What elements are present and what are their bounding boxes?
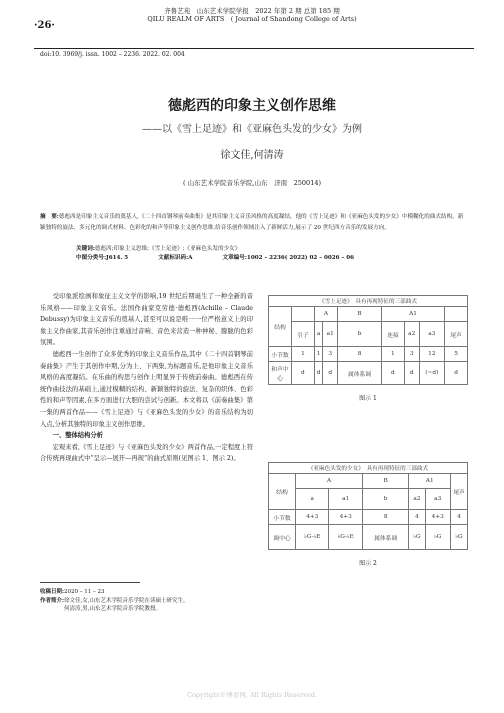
figure-2-bars: 4 xyxy=(451,510,468,525)
keywords-text: 德彪西;印象主义思维;《雪上足迹》;《亚麻色头发的少女》 xyxy=(94,246,241,252)
received-date: 2020 – 11 – 23 xyxy=(64,589,105,595)
figure-1-bars-label: 小节数 xyxy=(269,347,292,362)
author-bio: 徐文佳,女,山东艺术学院音乐学院在读硕士研究生。 xyxy=(64,597,189,604)
figure-1-bars: 8 xyxy=(338,347,382,362)
figure-1-sub: a3 xyxy=(419,322,445,347)
keywords xyxy=(76,244,466,252)
figure-1 xyxy=(268,295,468,402)
figure-1-harmony-label: 和声中心 xyxy=(269,362,292,385)
figure-2-coda: 尾声 xyxy=(451,474,468,510)
figure-1-sub: b xyxy=(338,322,382,347)
figure-2-structure-label: 结构 xyxy=(269,474,296,510)
figure-2-harmony: 属体系调 xyxy=(362,525,409,550)
figure-2 xyxy=(268,462,468,567)
figure-2-bars: 4 xyxy=(409,510,425,525)
figure-2-sub: a2 xyxy=(409,489,425,510)
figure-1-section-A: A xyxy=(314,307,337,322)
figure-1-harmony: 属体系调 xyxy=(338,362,382,385)
page-number: ·26· xyxy=(34,20,55,31)
clc: 中图分类号:J614. 5 xyxy=(76,255,129,261)
figure-2-bars: 8 xyxy=(362,510,409,525)
article-subtitle: ——以《雪上足迹》和《亚麻色头发的少女》为例 xyxy=(142,124,362,135)
figure-2-harmony: ♭G-♭E xyxy=(296,525,329,550)
article-id: 文章编号:1002 – 2236( 2022) 02 – 0026 – 06 xyxy=(222,255,355,261)
section-heading: 一、整体结构分析 xyxy=(52,432,103,440)
figure-1-sub: 引子 xyxy=(292,322,315,347)
figure-1-section-A1: A1 xyxy=(381,307,444,322)
figure-2-bars: 4+3 xyxy=(296,510,329,525)
received-label: 收稿日期: xyxy=(40,589,65,595)
figure-2-table xyxy=(268,462,468,550)
figure-1-harmony: d xyxy=(292,362,315,385)
author-bio: 何清涛,男,山东艺术学院音乐学院教授。 xyxy=(64,606,161,613)
journal-header-en: QILU REALM OF ARTS ( Journal of Shandong College of Arts) xyxy=(147,15,357,23)
figure-2-harmony: ♭G-♭E xyxy=(329,525,362,550)
body-paragraph: 德彪西一生创作了众多优秀的印象主义音乐作品,其中《二十四首钢琴前奏曲集》产生于其创作中期,分为上、下两集,为标题音乐,是他印象主义音乐风格的高度凝结。在乐曲的构思与创作上明显异于传统前奏曲。德彪西在传统作曲技法的基础上,通过模糊的结构、新颖独特的旋法、复杂的织体、色彩性的和声等因素,在多方面进行大胆的尝试与创新。本文将以《前奏曲集》第一集的两首作品——《雪上足迹》与《亚麻色头发的少女》的音乐结构为切入点,分析其独特的印象主义创作思维。 xyxy=(40,350,253,428)
figure-1-harmony: (~d) xyxy=(419,362,445,385)
figure-2-bars: 4+3 xyxy=(329,510,362,525)
figure-1-table xyxy=(268,295,468,385)
classification-line xyxy=(76,253,466,261)
figure-2-sub: a3 xyxy=(425,489,450,510)
figure-2-harmony: ♭G xyxy=(451,525,468,550)
article-affiliation: ( 山东艺术学院音乐学院,山东 济南 250014) xyxy=(182,179,322,187)
article-authors: 徐文佳,何清涛 xyxy=(220,150,284,161)
figure-1-harmony: d xyxy=(445,362,468,385)
figure-1-bars: 12 xyxy=(419,347,445,362)
figure-2-sub: a1 xyxy=(329,489,362,510)
figure-2-sub: a xyxy=(296,489,329,510)
figure-1-sub: 连接 xyxy=(381,322,404,347)
figure-2-harmony-label: 调中心 xyxy=(269,525,296,550)
keywords-label: 关键词: xyxy=(76,246,95,252)
figure-2-section-A1: A1 xyxy=(409,474,451,489)
doi: doi:10. 3969/j. issn. 1002 – 2236. 2022. 02. 004 xyxy=(40,51,185,58)
figure-1-harmony: d xyxy=(381,362,404,385)
abstract xyxy=(40,212,464,233)
figure-2-section-B: B xyxy=(362,474,409,489)
article-title: 德彪西的印象主义创作思维 xyxy=(168,98,336,114)
figure-1-bars: 1 xyxy=(314,347,323,362)
figure-2-bars: 4+3 xyxy=(425,510,450,525)
abstract-label: 摘 要: xyxy=(40,214,59,220)
figure-1-harmony: d xyxy=(404,362,419,385)
figure-1-structure-label: 结构 xyxy=(269,307,292,347)
figure-2-section-A: A xyxy=(296,474,363,489)
bio-label: 作者简介: xyxy=(40,597,65,604)
figure-2-harmony: ♭G xyxy=(425,525,450,550)
footnote-divider xyxy=(40,582,140,583)
body-paragraph: 受印象派绘画和象征主义文学的影响,19 世纪后期诞生了一种全新的音乐风格——印象主义音乐。法国作曲家克劳德·德彪西(Achille – Claude Debussy)为印象主义音乐的奠基人,甚至可以说是唯一一位严格意义上的印象主义作曲家,其音乐创作注重通过音响、音色来营造一种神秘、朦胧的色彩氛围。 xyxy=(40,293,253,347)
journal-header-cn: 齐鲁艺苑 山东艺术学院学报 2022 年第 2 期 总第 185 期 xyxy=(164,7,340,15)
figure-1-harmony: d xyxy=(323,362,338,385)
figure-1-sub: a xyxy=(314,322,323,347)
body-left-column xyxy=(40,291,253,465)
figure-1-bars: 1 xyxy=(381,347,404,362)
figure-1-harmony: d xyxy=(314,362,323,385)
figure-1-title: 《雪上足迹》 具有再现特征的三部曲式 xyxy=(269,296,468,307)
copyright-watermark: Copyright©博看网. All Rights Reserved. xyxy=(186,691,318,699)
figure-1-sub: a1 xyxy=(323,322,338,347)
figure-2-sub: b xyxy=(362,489,409,510)
figure-1-bars: 1 xyxy=(292,347,315,362)
abstract-text: 德彪西是印象主义音乐的奠基人,《二十四首钢琴前奏曲集》是其印象主义音乐风格的高度凝结。他的《雪上足迹》和《亚麻色头发的少女》中模糊化的曲式结构、新颖独特的旋法、多元化的调式材料、色彩化的和声等印象主义创作思维,给音乐创作领域注入了新鲜活力,展示了 20 世纪西方音乐的发展方向。 xyxy=(40,214,464,231)
footnote xyxy=(40,588,260,614)
doc-code: 文献标识码:A xyxy=(158,255,193,261)
figure-1-sub: 尾声 xyxy=(445,322,468,347)
figure-1-bars: 3 xyxy=(404,347,419,362)
figure-2-bars-label: 小节数 xyxy=(269,510,296,525)
figure-1-bars: 5 xyxy=(445,347,468,362)
figure-1-caption: 图示 1 xyxy=(359,395,377,402)
figure-1-bars: 3 xyxy=(323,347,338,362)
figure-2-title: 《亚麻色头发的少女》 具有再现特征的三部曲式 xyxy=(269,463,468,474)
figure-2-harmony: ♭G xyxy=(409,525,425,550)
figure-1-sub: a2 xyxy=(404,322,419,347)
body-paragraph: 宏观来看,《雪上足迹》与《亚麻色头发的少女》两首作品,一定程度上符合传统再现曲式中“呈示—展开—再现”的曲式原则(见图示 1、图示 2)。 xyxy=(40,443,253,463)
header-divider xyxy=(34,48,474,49)
figure-2-caption: 图示 2 xyxy=(359,560,377,567)
figure-1-section-B: B xyxy=(338,307,382,322)
